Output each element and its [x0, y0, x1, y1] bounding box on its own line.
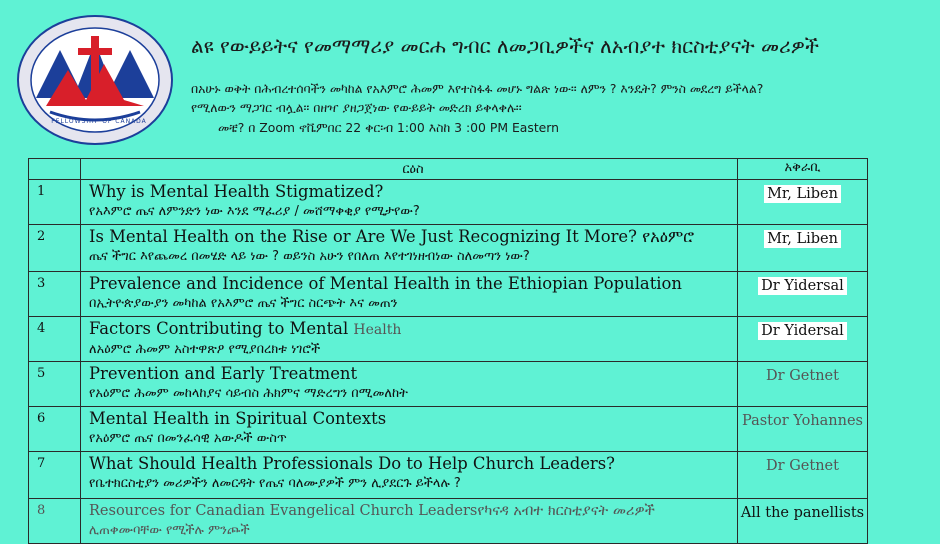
row-presenter: Dr Getnet	[738, 452, 868, 499]
topic-amharic: የቤተክርስቲያን መሪዎችን ለመርዳት የጤና ባለሙያዎች ምን ሊያደርጉ ይችላሉ ?	[89, 476, 461, 491]
topic-english: Is Mental Health on the Rise or Are We Just Recognizing It More? የአዕምሮ	[89, 227, 695, 246]
agenda-table	[28, 158, 868, 544]
row-presenter	[738, 317, 868, 362]
row-number: 6	[29, 407, 81, 452]
topic-amharic: የአዕምሮ ሕመም መከላከያና ሳይብስ ሕክምና ማድረግን በሚመለከት	[89, 386, 408, 401]
table-row	[29, 225, 868, 272]
topic-amharic: የአዕምሮ ጤና በመንፈሳዊ አውዶች ውስጥ	[89, 431, 287, 446]
topic-english: Prevention and Early Treatment	[89, 364, 358, 383]
presenter-name: Mr, Liben	[764, 185, 841, 203]
row-topic	[81, 272, 738, 317]
row-presenter	[738, 180, 868, 225]
row-number: 8	[29, 499, 81, 544]
presenter-name: Dr Yidersal	[758, 277, 847, 295]
table-row	[29, 452, 868, 499]
row-presenter	[738, 272, 868, 317]
event-time: መቼ? በ Zoom ኖቬምበር 22 ቀር፡ብ 1:00 እስከ 3 :00 PM Eastern	[218, 120, 560, 135]
row-topic	[81, 452, 738, 499]
row-topic	[81, 225, 738, 272]
description-line-2: የሚለውን ማጋገር ብሏል፡፡ በዘዣ ያዘጋጀነው የውይይት መድረክ ይቀላቀሉ፡፡	[191, 100, 522, 115]
table-row	[29, 272, 868, 317]
row-number: 1	[29, 180, 81, 225]
topic-amharic: ሊጠቀሙባቸው የሚችሉ ምንጮች	[89, 523, 250, 538]
logo-ring-text: FELLOWSHIP OF CANADA	[51, 118, 147, 125]
row-number: 3	[29, 272, 81, 317]
row-presenter: Pastor Yohannes	[738, 407, 868, 452]
fellowship-logo	[16, 14, 174, 146]
row-topic	[81, 317, 738, 362]
row-topic	[81, 407, 738, 452]
topic-english-tail: Health	[353, 322, 402, 338]
row-topic	[81, 362, 738, 407]
topic-amharic: ለአዕምሮ ሕመም አስተዋጽዖ የሚያበረክቱ ነገሮች	[89, 342, 321, 357]
table-row	[29, 362, 868, 407]
topic-english: Resources for Canadian Evangelical Church Leadersየካናዳ አብተ ክርስቲያናት መሪዎች	[89, 503, 655, 519]
row-number: 4	[29, 317, 81, 362]
table-header-row	[29, 159, 868, 180]
topic-english: Why is Mental Health Stigmatized?	[89, 182, 384, 201]
row-number: 2	[29, 225, 81, 272]
presenter-name: Dr Yidersal	[758, 322, 847, 340]
row-number: 7	[29, 452, 81, 499]
topic-english	[89, 319, 737, 340]
row-topic	[81, 499, 738, 544]
page-title: ልዩ የውይይትና የመማማሪያ መርሐ ግብር ለመጋቢዎችና ለአብያተ ክርስቲያናት መሪዎች	[191, 34, 819, 58]
topic-english: What Should Health Professionals Do to Help Church Leaders?	[89, 454, 615, 473]
topic-amharic: በኢትዮጵያውያን መካከል የአእምሮ ጤና ችግር ስርጭት እና መጠን	[89, 296, 398, 311]
topic-amharic: ጤና ችግር እየጨመረ በመሄድ ላይ ነው ? ወይንስ አሁን የበለጠ እየተገነዘብነው ስለመጣን ነው?	[89, 249, 530, 264]
table-row	[29, 180, 868, 225]
table-row	[29, 499, 868, 544]
row-presenter	[738, 225, 868, 272]
description-line-1: በአሁኑ ወቅት በሕብረተሰባችን መካከል የአእምሮ ሕመም እየተስፋፋ መሆኑ ግልጽ ነው፡፡ ለምን ? እንዴት? ምንስ መደረግ ይችላል?	[191, 81, 764, 96]
header-presenter: አቅራቢ	[738, 159, 868, 180]
row-presenter: Dr Getnet	[738, 362, 868, 407]
topic-english-main: Factors Contributing to Mental	[89, 319, 349, 338]
topic-english: Prevalence and Incidence of Mental Health in the Ethiopian Population	[89, 274, 682, 293]
row-number: 5	[29, 362, 81, 407]
table-row	[29, 317, 868, 362]
topic-amharic: የአእምሮ ጤና ለምንድን ነው እንደ ማፈሪያ / መሸማቀቂያ የሚታየው?	[89, 204, 420, 219]
header-number-cell	[29, 159, 81, 180]
presenter-name: Mr, Liben	[764, 230, 841, 248]
table-row	[29, 407, 868, 452]
header-topic: ርዕስ	[81, 159, 738, 180]
event-description	[191, 79, 763, 117]
row-topic	[81, 180, 738, 225]
topic-english: Mental Health in Spiritual Contexts	[89, 409, 387, 428]
row-presenter: All the panellists	[738, 499, 868, 544]
